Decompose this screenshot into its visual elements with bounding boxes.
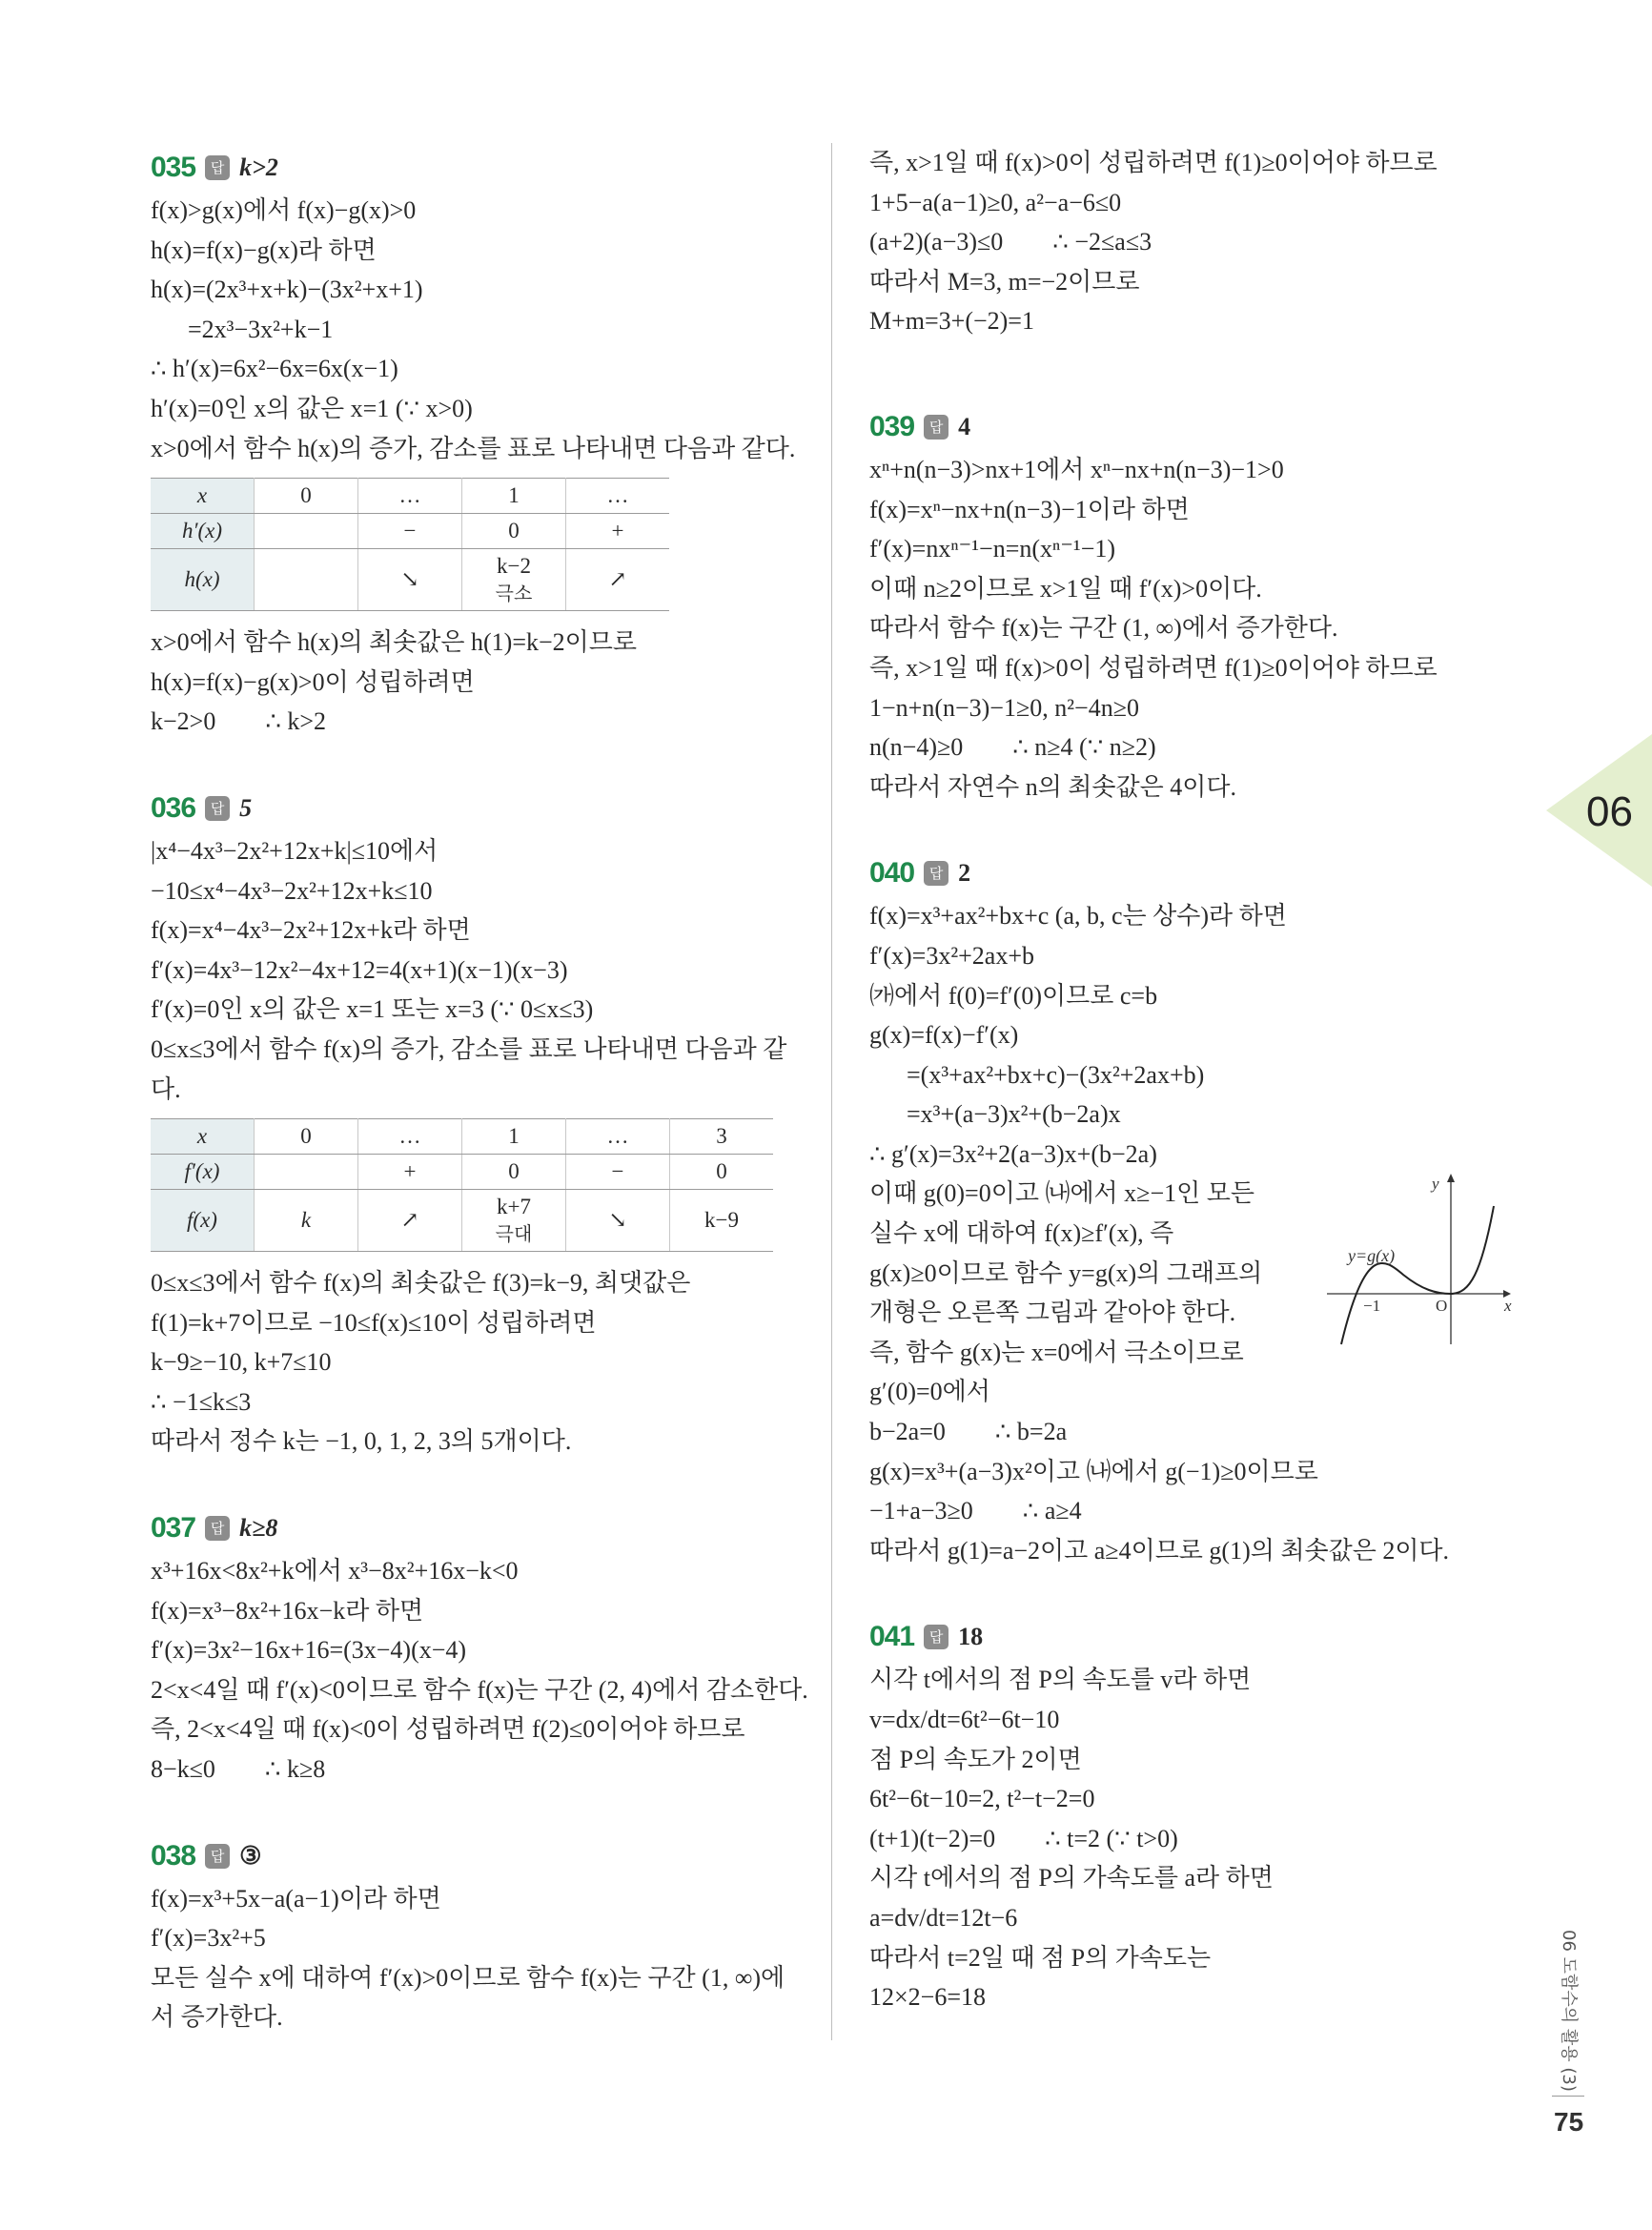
solution-line: g(x)≥0이므로 함수 y=g(x)의 그래프의 [869,1258,1263,1287]
solution-line: 따라서 t=2일 때 점 P의 가속도는 [869,1943,1212,1972]
solution-line: k−2>0 ∴ k>2 [151,707,327,736]
solution-line: 즉, 함수 g(x)는 x=0에서 극소이므로 [869,1338,1244,1366]
solution-line: h(x)=f(x)−g(x)>0이 성립하려면 [151,667,475,696]
solution-line: n(n−4)≥0 ∴ n≥4 (∵ n≥2) [869,733,1156,762]
table-cell: ↗ [358,1190,462,1252]
solution-line: ∴ g′(x)=3x²+2(a−3)x+(b−2a) [869,1139,1157,1168]
problem-header [151,1507,808,1549]
solution-line: f′(x)=nxⁿ⁻¹−n=n(xⁿ⁻¹−1) [869,535,1116,563]
solution-line: h′(x)=0인 x의 값은 x=1 (∵ x>0) [151,394,473,422]
answer-badge: 답 [924,861,948,886]
solution-line: 즉, x>1일 때 f(x)>0이 성립하려면 f(1)≥0이어야 하므로 [869,149,1438,176]
solution-line: 즉, x>1일 때 f(x)>0이 성립하려면 f(1)≥0이어야 하므로 [869,653,1438,682]
solution-line: (a+2)(a−3)≤0 ∴ −2≤a≤3 [869,228,1152,256]
problem-036 [151,788,808,1462]
chapter-tab [1546,734,1652,887]
left-column [151,141,808,2037]
answer-text: ③ [239,1841,262,1870]
table-cell: … [566,1119,670,1155]
table-value: k+7 [497,1195,531,1219]
solution-line: 1+5−a(a−1)≥0, a²−a−6≤0 [869,188,1122,216]
solution-line: x³+16x<8x²+k에서 x³−8x²+16x−k<0 [151,1557,519,1586]
solution-line: 이때 g(0)=0이고 ㈏에서 x≥−1인 모든 [869,1179,1254,1208]
solution-line: g(x)=x³+(a−3)x²이고 ㈏에서 g(−1)≥0이므로 [869,1457,1318,1485]
table-cell: f(x) [151,1190,255,1252]
answer-text: 18 [958,1623,984,1651]
table-cell: + [358,1155,462,1190]
problem-header [869,852,1499,894]
table-cell: f′(x) [151,1155,255,1190]
solution-line: 모든 실수 x에 대하여 f′(x)>0이므로 함수 f(x)는 구간 (1, ∞)에서 증가한다. [151,1963,785,2032]
solution-line: f′(x)=3x²+5 [151,1924,266,1953]
table-cell: ↘ [566,1190,670,1252]
page-number: 75 [1554,2107,1584,2137]
solution-line: 따라서 자연수 n의 최솟값은 4이다. [869,772,1237,801]
answer-text: 2 [958,859,971,888]
problem-number: 041 [869,1621,915,1653]
solution-line: 12×2−6=18 [869,1983,986,2012]
solution-line: 즉, 2<x<4일 때 f(x)<0이 성립하려면 f(2)≤0이어야 하므로 [151,1715,745,1744]
extremum-note: 극소 [495,582,533,605]
solution-line: f′(x)=4x³−12x²−4x+12=4(x+1)(x−1)(x−3) [151,955,568,984]
table-cell: 0 [670,1155,774,1190]
table-cell: k [255,1190,358,1252]
problem-header [151,1835,808,1877]
table-cell [462,549,566,611]
solution-line: |x⁴−4x³−2x²+12x+k|≤10에서 [151,836,438,865]
problem-header [869,406,1499,448]
answer-badge: 답 [205,1844,230,1869]
problem-number: 036 [151,791,196,824]
solution-line: x>0에서 함수 h(x)의 최솟값은 h(1)=k−2이므로 [151,628,638,657]
table-cell: … [566,479,670,514]
table-cell: x [151,479,255,514]
solution-line: 이때 n≥2이므로 x>1일 때 f′(x)>0이다. [869,574,1262,603]
increase-decrease-table [151,478,669,611]
page-number-rule [1552,2096,1584,2097]
problem-number: 035 [151,152,196,183]
table-cell: 0 [462,514,566,549]
problem-038 [151,1835,808,2037]
table-cell: 1 [462,1119,566,1155]
tick-label: −1 [1363,1297,1381,1316]
table-cell: ↘ [358,549,462,611]
problem-header [869,1616,1499,1658]
solution-line: g′(0)=0에서 [869,1378,990,1406]
graph-section [869,1174,1512,1332]
problem-number: 040 [869,857,915,890]
solution-line: g(x)=f(x)−f′(x) [869,1021,1019,1050]
cubic-graph-figure [1317,1168,1518,1349]
table-cell: x [151,1119,255,1155]
table-cell [462,1190,566,1252]
solution-line: 0≤x≤3에서 함수 f(x)의 증가, 감소를 표로 나타내면 다음과 같다. [151,1034,787,1103]
solution-line: 실수 x에 대하여 f(x)≥f′(x), 즉 [869,1219,1174,1248]
problem-041 [869,1616,1499,2016]
solution-line: 따라서 g(1)=a−2이고 a≥4이므로 g(1)의 최솟값은 2이다. [869,1536,1450,1565]
answer-text: 5 [239,793,253,822]
y-axis-arrow-icon [1447,1174,1455,1182]
solution-line: 따라서 M=3, m=−2이므로 [869,267,1140,296]
solution-line: x>0에서 함수 h(x)의 증가, 감소를 표로 나타내면 다음과 같다. [151,434,796,462]
table-cell: k−9 [670,1190,774,1252]
solution-line: b−2a=0 ∴ b=2a [869,1418,1068,1446]
answer-badge: 답 [924,415,948,440]
table-cell: + [566,514,670,549]
solution-line: ∴ −1≤k≤3 [151,1387,252,1416]
answer-text: 4 [958,412,971,440]
solution-line: 따라서 정수 k는 −1, 0, 1, 2, 3의 5개이다. [151,1427,572,1456]
side-running-label [1554,1926,1582,2117]
extremum-note: 극대 [495,1222,533,1246]
problem-039 [869,406,1499,807]
table-cell: − [358,514,462,549]
answer-badge: 답 [924,1625,948,1649]
solution-line: a=dv/dt=12t−6 [869,1903,1018,1932]
table-cell [255,514,358,549]
solution-line: ㈎에서 f(0)=f′(0)이므로 c=b [869,981,1158,1010]
table-cell: 0 [255,1119,358,1155]
solution-line: 8−k≤0 ∴ k≥8 [151,1755,326,1784]
y-axis-label: y [1432,1175,1439,1194]
problem-035 [151,147,808,742]
solution-line: v=dx/dt=6t²−6t−10 [869,1706,1060,1733]
x-axis-label: x [1504,1297,1512,1316]
origin-label: O [1436,1297,1448,1316]
solution-line: f′(x)=3x²−16x+16=(3x−4)(x−4) [151,1636,467,1665]
solution-line: 2<x<4일 때 f′(x)<0이므로 함수 f(x)는 구간 (2, 4)에서 감소한다. [151,1675,808,1704]
table-value: k−2 [497,554,531,579]
table-cell [255,1155,358,1190]
answer-text: k≥8 [239,1514,278,1543]
solution-line: =x³+(a−3)x²+(b−2a)x [869,1100,1121,1129]
problem-number: 038 [151,1839,196,1872]
problem-037 [151,1507,808,1790]
running-label-text: 06 도함수의 활용 (3) [1559,1930,1579,2092]
problem-040 [869,852,1512,1570]
solution-line: h(x)=f(x)−g(x)라 하면 [151,235,377,264]
right-column [869,143,1512,2017]
solution-line: f(x)=x³+5x−a(a−1)이라 하면 [151,1884,441,1913]
solution-line: 1−n+n(n−3)−1≥0, n²−4n≥0 [869,693,1139,722]
solution-line: =2x³−3x²+k−1 [151,315,334,343]
chapter-tab-label: 06 [1586,788,1633,835]
answer-badge: 답 [205,796,230,821]
solution-line: 0≤x≤3에서 함수 f(x)의 최솟값은 f(3)=k−9, 최댓값은 [151,1269,691,1298]
solution-line: 시각 t에서의 점 P의 속도를 v라 하면 [869,1666,1252,1694]
solution-line: 따라서 함수 f(x)는 구간 (1, ∞)에서 증가한다. [869,614,1338,643]
solution-line: ∴ h′(x)=6x²−6x=6x(x−1) [151,355,398,383]
solution-line: f′(x)=0인 x의 값은 x=1 또는 x=3 (∵ 0≤x≤3) [151,995,594,1024]
solution-line: f(x)>g(x)에서 f(x)−g(x)>0 [151,196,417,224]
answer-badge: 답 [205,155,230,180]
increase-decrease-table [151,1118,773,1252]
solution-line: h(x)=(2x³+x+k)−(3x²+x+1) [151,276,423,304]
answer-text: k>2 [239,153,278,181]
table-cell: − [566,1155,670,1190]
table-cell: h(x) [151,549,255,611]
solution-line: f(x)=xⁿ−nx+n(n−3)−1이라 하면 [869,495,1190,523]
answer-badge: 답 [205,1516,230,1541]
solution-line: 시각 t에서의 점 P의 가속도를 a라 하면 [869,1864,1274,1892]
solution-line: −1+a−3≥0 ∴ a≥4 [869,1497,1082,1525]
table-cell: ↗ [566,549,670,611]
solution-line: 개형은 오른쪽 그림과 같아야 한다. [869,1299,1236,1327]
solution-line: k−9≥−10, k+7≤10 [151,1348,332,1377]
solution-line: −10≤x⁴−4x³−2x²+12x+k≤10 [151,876,433,905]
problem-number: 037 [151,1512,196,1545]
column-divider [831,143,832,2040]
table-cell: 0 [255,479,358,514]
problem-038-continued [869,143,1499,341]
solution-line: (t+1)(t−2)=0 ∴ t=2 (∵ t>0) [869,1824,1178,1852]
problem-number: 039 [869,410,915,442]
table-cell: … [358,479,462,514]
solution-line: xⁿ+n(n−3)>nx+1에서 xⁿ−nx+n(n−3)−1>0 [869,455,1284,483]
solution-line: f(x)=x³+ax²+bx+c (a, b, c는 상수)라 하면 [869,902,1287,931]
solution-line: f(x)=x³−8x²+16x−k라 하면 [151,1596,424,1625]
solution-line: f(1)=k+7이므로 −10≤f(x)≤10이 성립하려면 [151,1308,597,1337]
table-cell: 0 [462,1155,566,1190]
problem-header [151,788,808,829]
solution-line: 6t²−6t−10=2, t²−t−2=0 [869,1785,1095,1813]
curve-g [1341,1206,1494,1344]
solution-line: M+m=3+(−2)=1 [869,307,1034,336]
table-cell: 1 [462,479,566,514]
solution-line: f(x)=x⁴−4x³−2x²+12x+k라 하면 [151,916,471,945]
table-cell [255,549,358,611]
solution-line: =(x³+ax²+bx+c)−(3x²+2ax+b) [869,1060,1205,1089]
table-cell: … [358,1119,462,1155]
table-cell: 3 [670,1119,774,1155]
curve-label: y=g(x) [1348,1246,1396,1266]
solution-line: 점 P의 속도가 2이면 [869,1745,1082,1773]
table-cell: h′(x) [151,514,255,549]
solution-line: f′(x)=3x²+2ax+b [869,941,1034,970]
problem-header [151,147,808,189]
